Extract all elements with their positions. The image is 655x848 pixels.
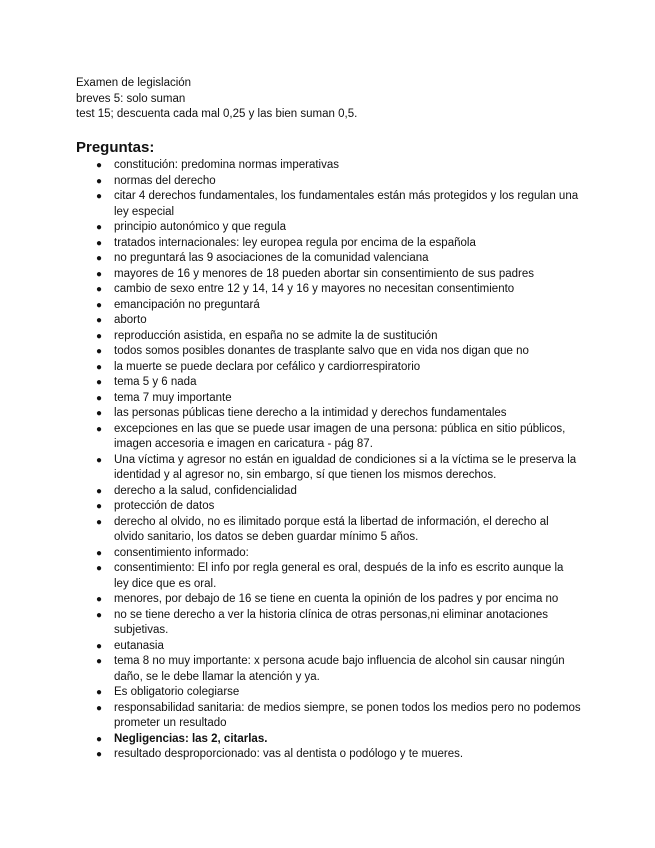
bullet-icon: ● (96, 516, 103, 528)
bullet-icon: ● (96, 160, 103, 171)
list-item (96, 406, 581, 422)
list-item (96, 453, 581, 484)
list-item-text: mayores de 16 y menores de 18 pueden abortar sin consentimiento de sus padres (114, 267, 535, 280)
list-item (96, 732, 581, 748)
list-item-text: aborto (114, 314, 147, 326)
bullet-icon: ● (96, 330, 103, 342)
list-item (96, 608, 581, 639)
list-item (96, 701, 581, 732)
bullet-icon: ● (96, 315, 103, 326)
bullet-icon: ● (96, 361, 103, 373)
list-item (96, 298, 581, 314)
list-item (96, 360, 581, 376)
bullet-icon: ● (96, 346, 103, 357)
list-item (96, 639, 581, 655)
list-item (96, 375, 581, 391)
list-item-text: reproducción asistida, en españa no se admite la de sustitución (114, 329, 438, 342)
exam-title: Examen de legislación (76, 77, 192, 89)
section-heading: Preguntas: (76, 139, 155, 156)
list-item (96, 313, 581, 329)
bullet-icon: ● (96, 640, 103, 652)
list-item (96, 220, 581, 236)
list-item-text: no preguntará las 9 asociaciones de la comunidad valenciana (114, 252, 429, 264)
list-item (96, 592, 581, 608)
list-item-text: normas del derecho (114, 174, 216, 187)
list-item (96, 329, 581, 345)
bullet-icon: ● (96, 501, 103, 512)
bullet-icon: ● (96, 408, 103, 419)
list-item (96, 344, 581, 360)
list-item (96, 546, 581, 562)
list-item (96, 158, 581, 174)
list-item (96, 484, 581, 500)
questions-list (96, 158, 581, 763)
bullet-icon: ● (96, 392, 103, 404)
bullet-icon: ● (96, 594, 103, 605)
list-item-text: la muerte se puede declara por cefálico y cardiorrespiratorio (114, 360, 421, 373)
list-item-text: tema 8 no muy importante: x persona acude bajo influencia de alcohol sin causar ningún daño, se le debe llamar la atención y ya. (114, 655, 565, 683)
list-item (96, 391, 581, 407)
bullet-icon: ● (96, 191, 103, 202)
list-item-text: tema 5 y 6 nada (114, 376, 197, 388)
test-scoring-note: test 15; descuenta cada mal 0,25 y las bien suman 0,5. (76, 108, 358, 120)
list-item-text: consentimiento informado: (114, 546, 249, 559)
intro-block (76, 76, 596, 123)
list-item-text: protección de datos (114, 500, 215, 512)
list-item (96, 174, 581, 190)
list-item (96, 747, 581, 763)
bullet-icon: ● (96, 222, 103, 233)
bullet-icon: ● (96, 563, 103, 574)
list-item-text: excepciones en las que se puede usar imagen de una persona: pública en sitio públicos, imagen accesoria e imagen en caricatura - pág 87. (114, 422, 566, 450)
list-item-text: Negligencias: las 2, citarlas. (114, 732, 268, 745)
list-item-text: Es obligatorio colegiarse (114, 686, 240, 698)
list-item-text: las personas públicas tiene derecho a la intimidad y derechos fundamentales (114, 407, 507, 419)
bullet-icon: ● (96, 733, 103, 745)
list-item (96, 189, 581, 220)
bullet-icon: ● (96, 175, 103, 187)
list-item (96, 282, 581, 298)
list-item (96, 499, 581, 515)
list-item-text: cambio de sexo entre 12 y 14, 14 y 16 y mayores no necesitan consentimiento (114, 283, 515, 295)
list-item-text: Una víctima y agresor no están en igualdad de condiciones si a la víctima se le preserva la identidad y al agresor no, sin embargo, sí que tienen los mismos derechos. (114, 453, 577, 481)
list-item-text: citar 4 derechos fundamentales, los fundamentales están más protegidos y los regulan una ley especial (114, 190, 579, 218)
bullet-icon: ● (96, 268, 103, 280)
bullet-icon: ● (96, 423, 103, 435)
bullet-icon: ● (96, 656, 103, 667)
list-item-text: consentimiento: El info por regla general es oral, después de la info es escrito aunque la ley dice que es oral. (114, 562, 564, 590)
list-item (96, 267, 581, 283)
list-item-text: todos somos posibles donantes de trasplante salvo que en vida nos digan que no (114, 345, 529, 357)
list-item-text: tema 7 muy importante (114, 391, 232, 404)
bullet-icon: ● (96, 377, 103, 388)
list-item-text: no se tiene derecho a ver la historia clínica de otras personas,ni eliminar anotaciones subjetivas. (114, 608, 549, 636)
list-item (96, 515, 581, 546)
bullet-icon: ● (96, 547, 103, 559)
bullet-icon: ● (96, 609, 103, 621)
list-item (96, 654, 581, 685)
list-item-text: principio autonómico y que regula (114, 221, 286, 233)
list-item (96, 561, 581, 592)
bullet-icon: ● (96, 687, 103, 698)
list-item (96, 251, 581, 267)
bullet-icon: ● (96, 253, 103, 264)
bullet-icon: ● (96, 749, 103, 760)
list-item-text: eutanasia (114, 639, 164, 652)
list-item-text: constitución: predomina normas imperativas (114, 159, 339, 171)
bullet-icon: ● (96, 702, 103, 714)
list-item-text: resultado desproporcionado: vas al dentista o podólogo y te mueres. (114, 748, 464, 760)
list-item (96, 236, 581, 252)
list-item-text: emancipación no preguntará (114, 298, 260, 311)
list-item-text: tratados internacionales: ley europea regula por encima de la española (114, 236, 476, 249)
list-item-text: menores, por debajo de 16 se tiene en cuenta la opinión de los padres y por encima no (114, 593, 559, 605)
bullet-icon: ● (96, 485, 103, 497)
list-item-text: derecho al olvido, no es ilimitado porque está la libertad de información, el derecho al olvido sanitario, los datos se deben guardar mínimo 5 años. (114, 515, 549, 543)
bullet-icon: ● (96, 237, 103, 249)
short-questions-note: breves 5: solo suman (76, 92, 186, 105)
list-item-text: derecho a la salud, confidencialidad (114, 484, 297, 497)
list-item (96, 422, 581, 453)
list-item (96, 685, 581, 701)
bullet-icon: ● (96, 284, 103, 295)
list-item-text: responsabilidad sanitaria: de medios siempre, se ponen todos los medios pero no podemos prometer un resultado (114, 701, 581, 729)
bullet-icon: ● (96, 299, 103, 311)
bullet-icon: ● (96, 454, 103, 466)
